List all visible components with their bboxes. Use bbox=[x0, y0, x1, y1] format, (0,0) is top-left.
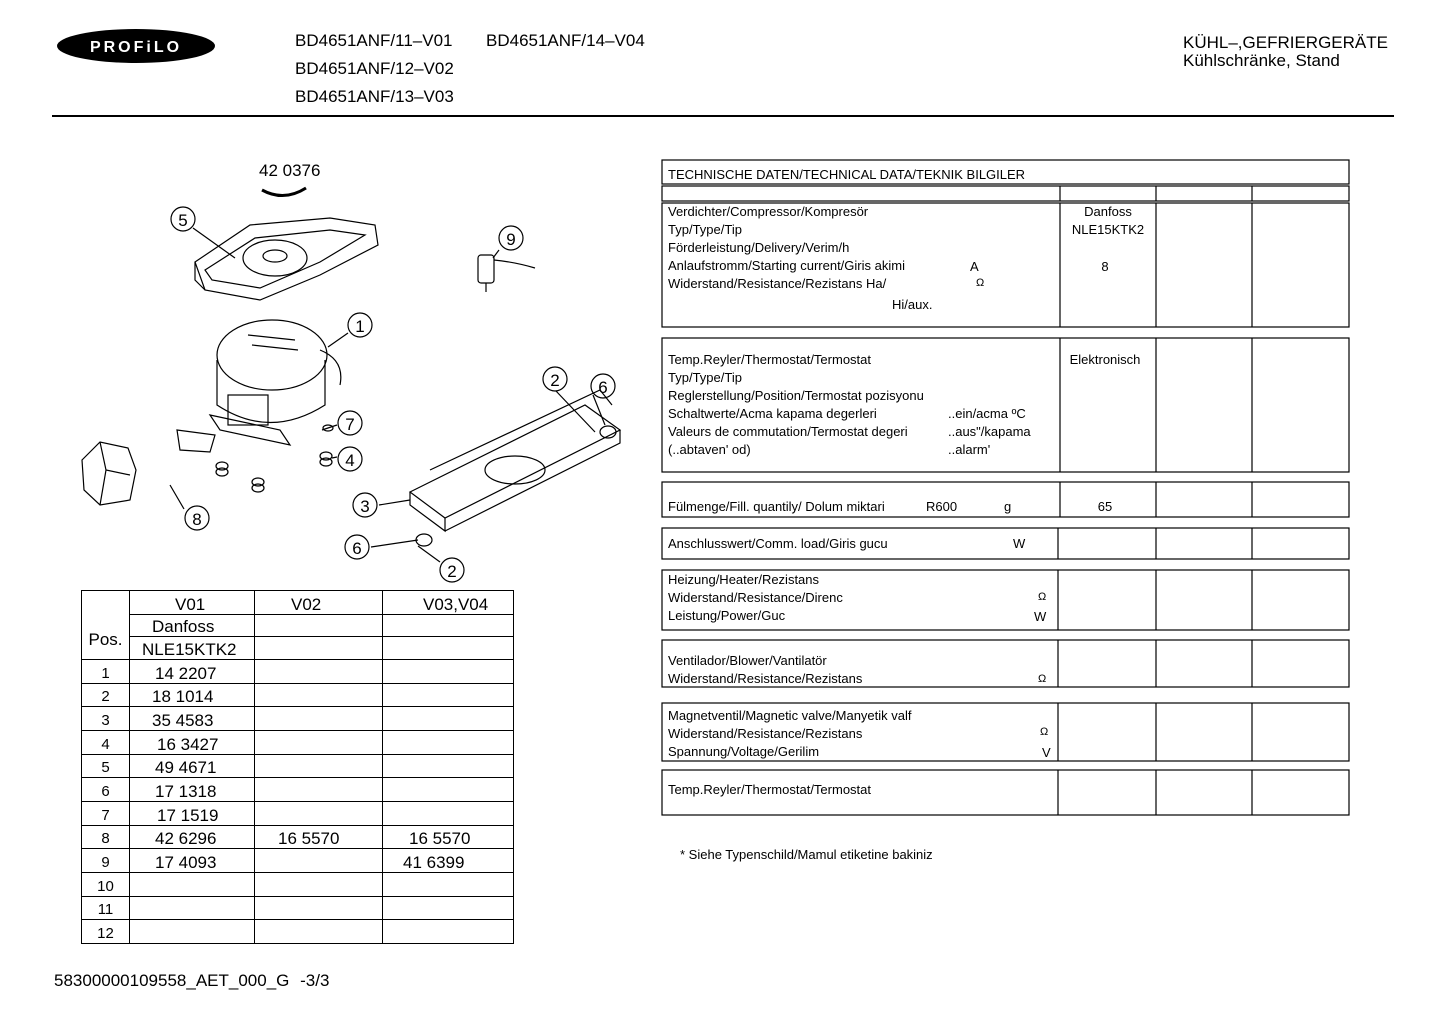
v01-type: NLE15KTK2 bbox=[130, 637, 255, 660]
parts-table bbox=[81, 590, 514, 944]
table-row: 10 bbox=[82, 872, 514, 896]
callout-3 bbox=[353, 493, 377, 517]
compressor-unit-ohm: Ω bbox=[976, 277, 985, 289]
table-row: 11 bbox=[82, 896, 514, 920]
svg-text:6: 6 bbox=[352, 539, 362, 558]
svg-text:4: 4 bbox=[345, 451, 355, 470]
tech-title: TECHNISCHE DATEN/TECHNICAL DATA/TEKNIK BILGILER bbox=[668, 167, 1026, 182]
valve-unit-ohm: Ω bbox=[1040, 726, 1049, 738]
compressor-type: NLE15KTK2 bbox=[1071, 222, 1145, 237]
callout-5 bbox=[171, 207, 195, 231]
thermostat-labels: Temp.Reyler/Thermostat/Termostat Typ/Type/Tip Reglerstellung/Position/Termostat pozisyonu Schaltwerte/Acma kapama degerleri Valeurs de commutation/Termostat degeri (..abtaven' od) bbox=[668, 352, 924, 457]
compressor-hi-aux: Hi/aux. bbox=[892, 297, 933, 312]
spacer-drawing-bottom bbox=[416, 534, 432, 546]
thermostat-suffixes: ..ein/acma ºC ..aus"/kapama ..alarm' bbox=[948, 406, 1031, 457]
table-row: 4 16 3427 bbox=[82, 730, 514, 754]
svg-text:2: 2 bbox=[550, 371, 560, 390]
svg-text:1: 1 bbox=[355, 317, 365, 336]
pos-header: Pos. bbox=[82, 591, 130, 660]
compressor-brand: Danfoss bbox=[1084, 204, 1132, 219]
thermo2-label: Temp.Reyler/Thermostat/Termostat bbox=[668, 782, 872, 797]
heater-labels: Heizung/Heater/Rezistans Widerstand/Resistance/Direnc Leistung/Power/Guc bbox=[668, 572, 843, 623]
v03-type bbox=[383, 637, 514, 660]
svg-text:7: 7 bbox=[345, 415, 355, 434]
callout-6-bottom bbox=[345, 535, 369, 559]
callout-4 bbox=[338, 447, 362, 471]
model-3: BD4651ANF/13–V03 bbox=[295, 87, 454, 106]
callout-7 bbox=[338, 411, 362, 435]
header-rule bbox=[52, 115, 1394, 117]
callout-2-top bbox=[543, 367, 567, 391]
grommet-drawings bbox=[216, 425, 333, 492]
col-header-v02: V02 bbox=[255, 591, 383, 615]
compressor-unit-a: A bbox=[970, 259, 979, 274]
exploded-parts-diagram bbox=[70, 150, 650, 590]
valve-unit-v: V bbox=[1042, 745, 1051, 760]
compressor-drawing bbox=[210, 320, 341, 445]
table-row: 5 49 4671 bbox=[82, 754, 514, 778]
blower-unit-ohm: Ω bbox=[1038, 673, 1047, 685]
type-plate-note: * Siehe Typenschild/Mamul etiketine bakiniz bbox=[680, 847, 933, 862]
bracket-drawing bbox=[410, 390, 620, 531]
top-part-number: 42 0376 bbox=[259, 161, 321, 180]
callout-6-top bbox=[591, 374, 615, 398]
heater-unit-w: W bbox=[1034, 609, 1047, 624]
conn-label: Anschlusswert/Comm. load/Giris gucu bbox=[668, 536, 888, 551]
compressor-current: 8 bbox=[1101, 259, 1109, 274]
conn-unit: W bbox=[1013, 536, 1026, 551]
table-row: 6 17 1318 bbox=[82, 778, 514, 802]
callout-1 bbox=[348, 313, 372, 337]
blower-labels: Ventilador/Blower/Vantilatör Widerstand/Resistance/Rezistans bbox=[668, 653, 863, 686]
svg-text:6: 6 bbox=[598, 378, 608, 397]
page-number: -3/3 bbox=[300, 971, 330, 990]
v01-brand: Danfoss bbox=[130, 614, 255, 637]
compressor-labels: Verdichter/Compressor/Kompresör Typ/Type/Tip Förderleistung/Delivery/Verim/h Anlaufstromm/Starting current/Giris akimi Widerstand/Resistance/Rezistans Ha/ bbox=[668, 204, 905, 291]
fill-unit: g bbox=[1004, 499, 1012, 514]
relay-cover-drawing bbox=[82, 442, 136, 505]
fill-gas: R600 bbox=[926, 499, 958, 514]
svg-text:2: 2 bbox=[447, 562, 457, 581]
relay-drawing bbox=[177, 430, 215, 452]
callout-2-bottom bbox=[440, 558, 464, 582]
table-row: 3 35 4583 bbox=[82, 707, 514, 731]
svg-text:8: 8 bbox=[192, 510, 202, 529]
v02-brand bbox=[255, 614, 383, 637]
model-2: BD4651ANF/12–V02 bbox=[295, 59, 454, 78]
v03-brand bbox=[383, 614, 514, 637]
capacitor-drawing bbox=[478, 255, 535, 292]
table-row: 9 17 4093 41 6399 bbox=[82, 849, 514, 873]
table-row: 12 bbox=[82, 920, 514, 944]
fill-label: Fülmenge/Fill. quantily/ Dolum miktari bbox=[668, 499, 885, 514]
col-header-v01: V01 bbox=[130, 591, 255, 615]
logo-text: PROFiLO bbox=[89, 39, 183, 56]
callout-9 bbox=[499, 226, 523, 250]
svg-text:9: 9 bbox=[506, 230, 516, 249]
thermostat-value: Elektronisch bbox=[1069, 352, 1141, 367]
profilo-logo bbox=[56, 28, 216, 64]
footer-doc-code: 58300000109558_AET_000_G -3/3 bbox=[54, 971, 330, 990]
category-subtitle: Kühlschränke, Stand bbox=[1183, 51, 1340, 70]
model-4: BD4651ANF/14–V04 bbox=[486, 31, 645, 50]
category-title: KÜHL–,GEFRIERGERÄTE bbox=[1183, 33, 1388, 52]
svg-text:3: 3 bbox=[360, 497, 370, 516]
callout-8 bbox=[185, 506, 209, 530]
table-row: 1 14 2207 bbox=[82, 659, 514, 683]
valve-labels: Magnetventil/Magnetic valve/Manyetik valf Widerstand/Resistance/Rezistans Spannung/Voltage/Gerilim bbox=[668, 708, 912, 759]
table-row: 7 17 1519 bbox=[82, 801, 514, 825]
drip-tray-drawing bbox=[195, 218, 378, 300]
table-row: 8 42 6296 16 5570 16 5570 bbox=[82, 825, 514, 849]
heater-unit-ohm: Ω bbox=[1038, 591, 1047, 603]
model-1: BD4651ANF/11–V01 bbox=[295, 31, 453, 50]
fill-value: 65 bbox=[1097, 499, 1113, 514]
v02-type bbox=[255, 637, 383, 660]
table-row: 2 18 1014 bbox=[82, 683, 514, 707]
col-header-v03: V03,V04 bbox=[383, 591, 514, 615]
svg-text:5: 5 bbox=[178, 211, 188, 230]
